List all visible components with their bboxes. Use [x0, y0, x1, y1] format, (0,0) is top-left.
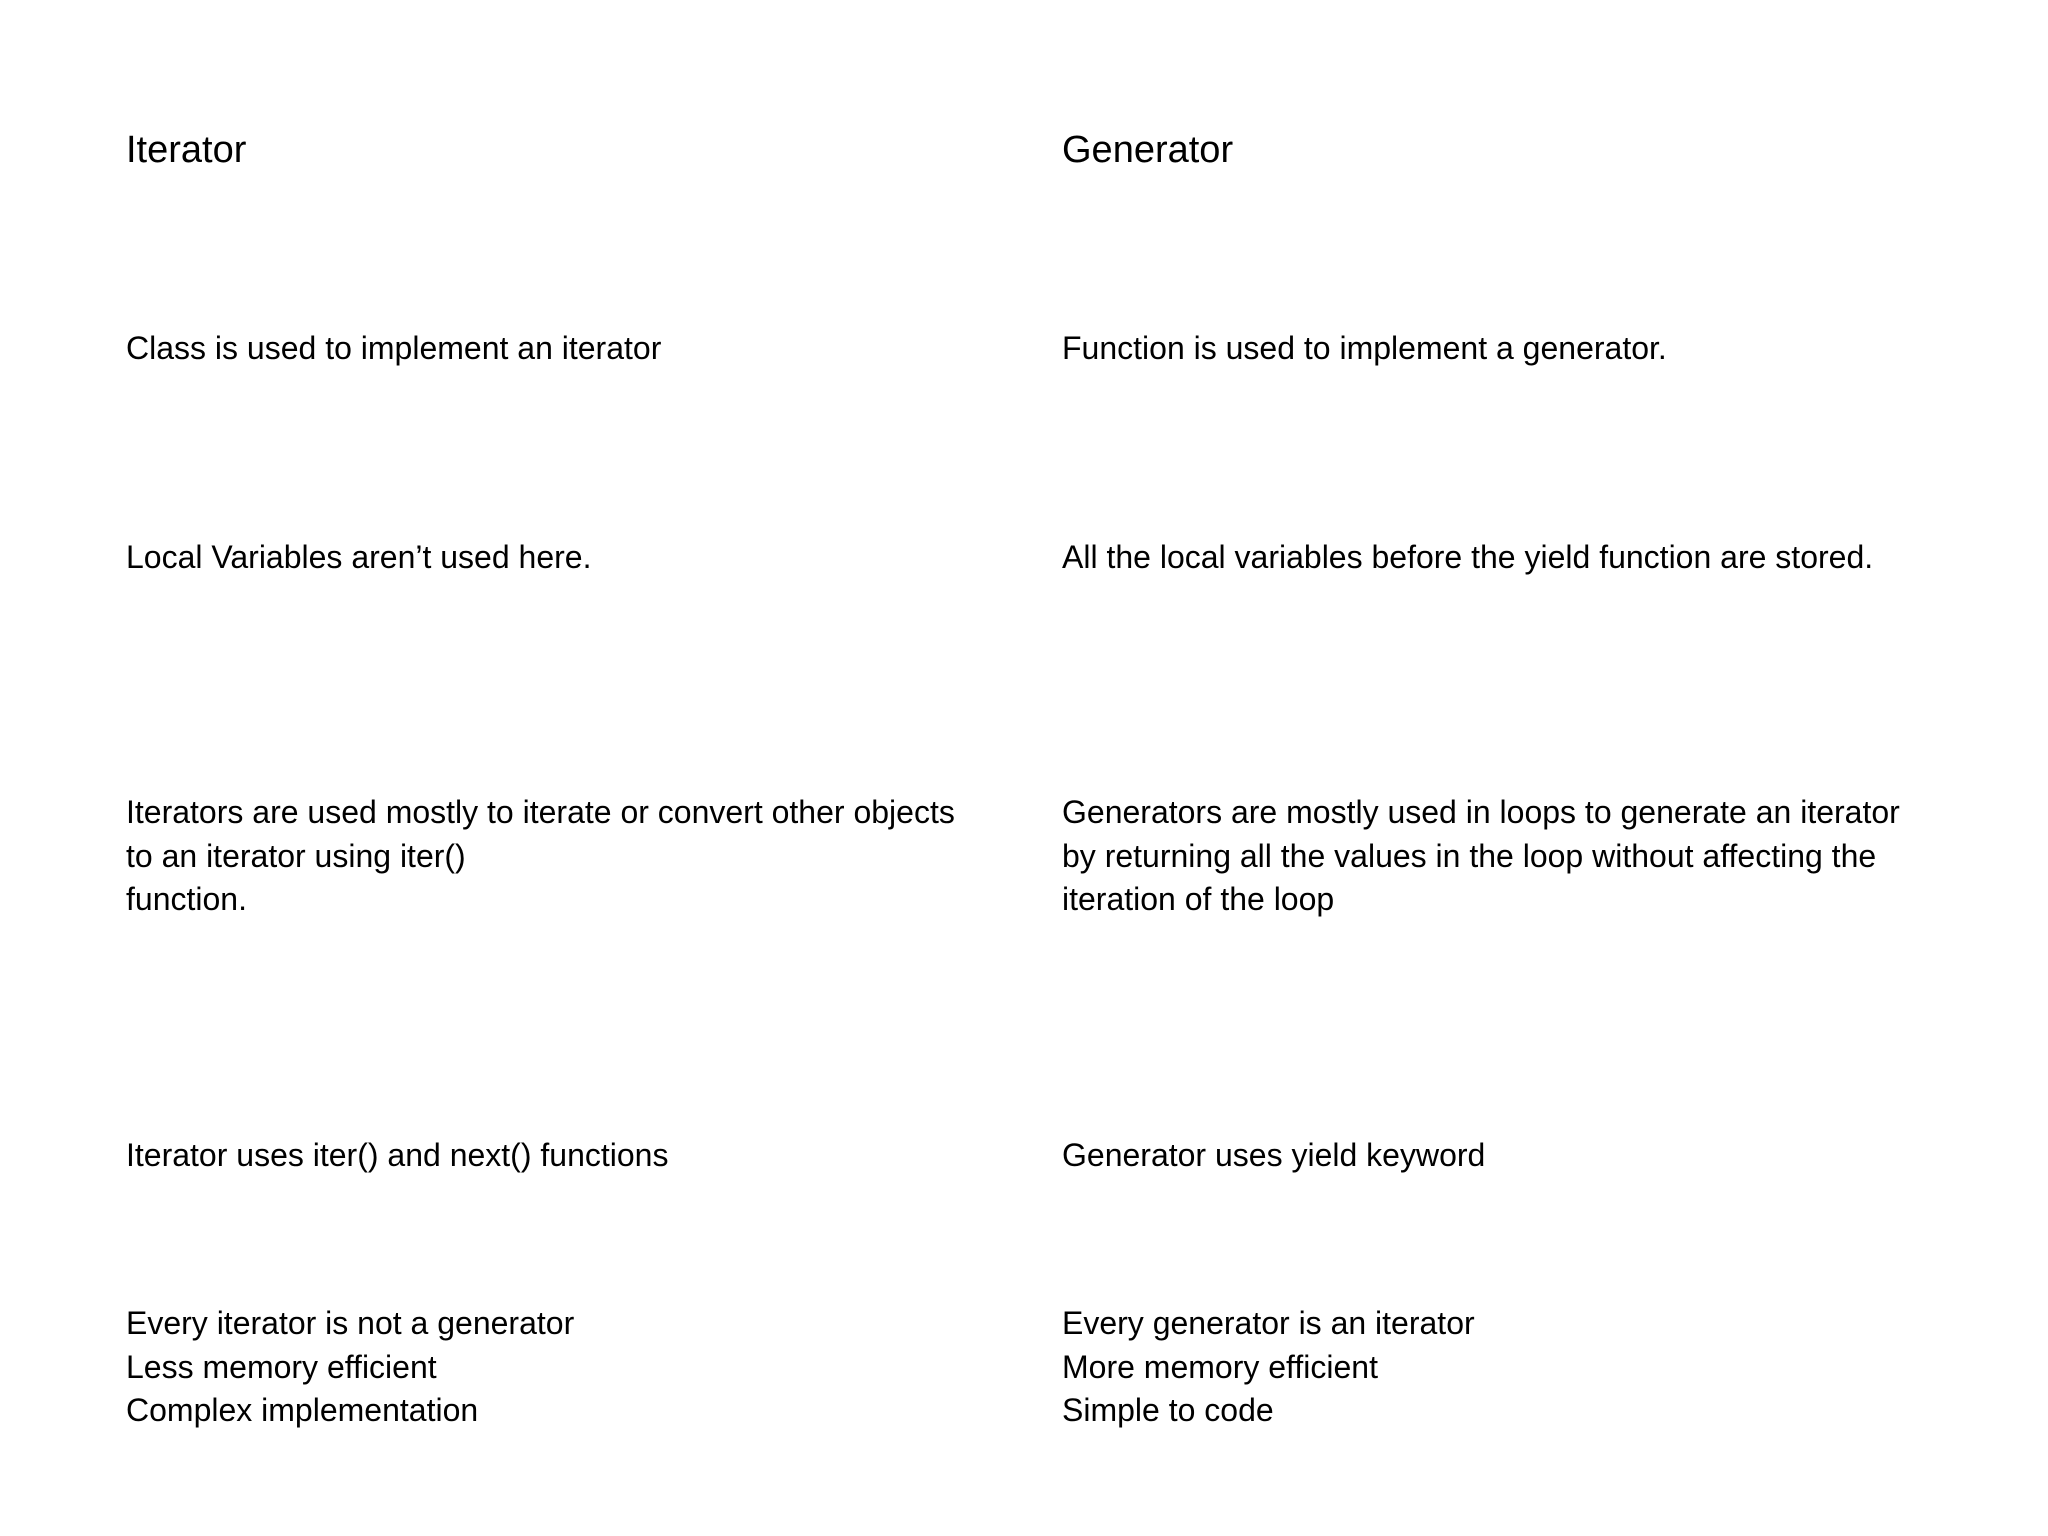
- text-line: Local Variables aren’t used here.: [126, 539, 592, 575]
- text-line: Every generator is an iterator: [1062, 1305, 1475, 1341]
- comparison-cell: [1062, 536, 1873, 580]
- comparison-cell: [126, 1134, 668, 1178]
- column-heading: Iterator: [126, 129, 247, 171]
- text-line: Iterators are used mostly to iterate or convert other objects: [126, 794, 955, 830]
- text-line: to an iterator using iter(): [126, 837, 466, 874]
- comparison-cell: [1062, 1302, 1475, 1433]
- comparison-cell: [1062, 791, 1900, 922]
- comparison-cell: [126, 791, 955, 922]
- text-line: Generator uses yield keyword: [1062, 1137, 1486, 1173]
- comparison-cell: [1062, 327, 1667, 371]
- text-line: Function is used to implement a generator.: [1062, 330, 1667, 366]
- text-line: by returning all the values in the loop without affecting the: [1062, 837, 1877, 874]
- comparison-cell: [126, 327, 661, 371]
- text-line: Iterator uses iter() and next() functions: [126, 1137, 669, 1173]
- comparison-cell: [126, 1302, 574, 1433]
- text-line: function.: [126, 881, 247, 917]
- text-line: Complex implementation: [126, 1392, 479, 1428]
- text-line: Simple to code: [1062, 1392, 1274, 1428]
- text-line: Less memory efficient: [126, 1348, 437, 1385]
- column-heading: Generator: [1062, 129, 1234, 171]
- text-line: More memory efficient: [1062, 1348, 1378, 1385]
- comparison-cell: [1062, 1134, 1485, 1178]
- text-line: iteration of the loop: [1062, 881, 1335, 917]
- comparison-cell: [126, 536, 591, 580]
- text-line: All the local variables before the yield function are stored.: [1062, 539, 1874, 575]
- text-line: Generators are mostly used in loops to generate an iterator: [1062, 794, 1900, 830]
- text-line: Every iterator is not a generator: [126, 1305, 575, 1341]
- text-line: Class is used to implement an iterator: [126, 330, 662, 366]
